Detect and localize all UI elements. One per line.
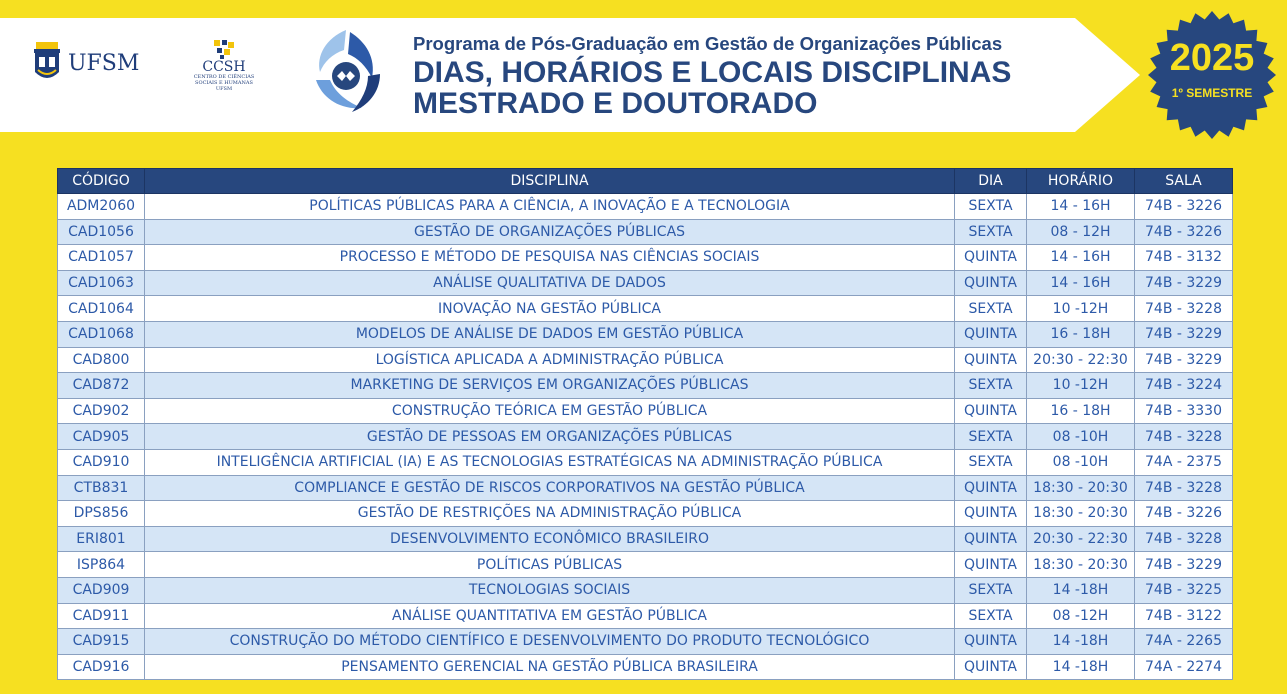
table-row [58, 501, 1233, 527]
ufsm-logo [32, 42, 139, 84]
table-row [58, 603, 1233, 629]
cell-room: 74B - 3229 [1135, 270, 1233, 296]
cell-time: 16 - 18H [1027, 321, 1135, 347]
cell-time: 14 - 16H [1027, 270, 1135, 296]
ccsh-sub3: UFSM [215, 86, 233, 92]
table-row [58, 219, 1233, 245]
table-row [58, 526, 1233, 552]
cell-room: 74B - 3122 [1135, 603, 1233, 629]
ppg-logo-icon [306, 28, 388, 114]
cell-day: QUINTA [955, 347, 1027, 373]
cell-code: CAD1063 [58, 270, 145, 296]
cell-day: QUINTA [955, 526, 1027, 552]
table-row [58, 424, 1233, 450]
ufsm-label: UFSM [68, 50, 140, 76]
table-row [58, 347, 1233, 373]
cell-discipline: CONSTRUÇÃO DO MÉTODO CIENTÍFICO E DESENVOLVIMENTO DO PRODUTO TECNOLÓGICO [145, 629, 955, 655]
cell-time: 10 -12H [1027, 296, 1135, 322]
cell-discipline: GESTÃO DE PESSOAS EM ORGANIZAÇÕES PÚBLICAS [145, 424, 955, 450]
cell-discipline: COMPLIANCE E GESTÃO DE RISCOS CORPORATIVOS NA GESTÃO PÚBLICA [145, 475, 955, 501]
cell-discipline: POLÍTICAS PÚBLICAS [145, 552, 955, 578]
cell-day: QUINTA [955, 270, 1027, 296]
cell-discipline: PENSAMENTO GERENCIAL NA GESTÃO PÚBLICA BRASILEIRA [145, 654, 955, 680]
cell-discipline: ANÁLISE QUALITATIVA DE DADOS [145, 270, 955, 296]
cell-time: 14 -18H [1027, 577, 1135, 603]
cell-room: 74B - 3132 [1135, 245, 1233, 271]
cell-room: 74A - 2274 [1135, 654, 1233, 680]
cell-discipline: GESTÃO DE RESTRIÇÕES NA ADMINISTRAÇÃO PÚBLICA [145, 501, 955, 527]
col-header-day: DIA [955, 169, 1027, 194]
cell-time: 14 - 16H [1027, 194, 1135, 220]
cell-room: 74B - 3226 [1135, 501, 1233, 527]
cell-discipline: LOGÍSTICA APLICADA A ADMINISTRAÇÃO PÚBLICA [145, 347, 955, 373]
cell-day: SEXTA [955, 449, 1027, 475]
cell-room: 74B - 3228 [1135, 424, 1233, 450]
cell-day: SEXTA [955, 577, 1027, 603]
table-row [58, 552, 1233, 578]
table-row [58, 296, 1233, 322]
cell-code: CAD1056 [58, 219, 145, 245]
header-titles [413, 33, 1011, 119]
table-row [58, 270, 1233, 296]
cell-code: CTB831 [58, 475, 145, 501]
cell-day: QUINTA [955, 398, 1027, 424]
cell-day: SEXTA [955, 194, 1027, 220]
cell-room: 74B - 3228 [1135, 475, 1233, 501]
cell-discipline: PROCESSO E MÉTODO DE PESQUISA NAS CIÊNCIAS SOCIAIS [145, 245, 955, 271]
table-row [58, 373, 1233, 399]
cell-discipline: ANÁLISE QUANTITATIVA EM GESTÃO PÚBLICA [145, 603, 955, 629]
cell-discipline: MODELOS DE ANÁLISE DE DADOS EM GESTÃO PÚBLICA [145, 321, 955, 347]
cell-time: 08 -10H [1027, 449, 1135, 475]
page-title-line1: DIAS, HORÁRIOS E LOCAIS DISCIPLINAS [413, 56, 1012, 89]
cell-time: 18:30 - 20:30 [1027, 552, 1135, 578]
cell-day: QUINTA [955, 475, 1027, 501]
cell-room: 74B - 3226 [1135, 219, 1233, 245]
ufsm-crest-icon [32, 42, 62, 84]
ccsh-logo [186, 38, 262, 92]
cell-day: SEXTA [955, 296, 1027, 322]
cell-discipline: GESTÃO DE ORGANIZAÇÕES PÚBLICAS [145, 219, 955, 245]
table-row [58, 577, 1233, 603]
cell-code: CAD902 [58, 398, 145, 424]
cell-day: SEXTA [955, 373, 1027, 399]
cell-discipline: DESENVOLVIMENTO ECONÔMICO BRASILEIRO [145, 526, 955, 552]
program-name: Programa de Pós-Graduação em Gestão de Organizações Públicas [413, 33, 1003, 54]
table-header-row [58, 169, 1233, 194]
table-row [58, 398, 1233, 424]
cell-code: CAD909 [58, 577, 145, 603]
cell-code: CAD915 [58, 629, 145, 655]
table-row [58, 194, 1233, 220]
table-row [58, 321, 1233, 347]
cell-room: 74B - 3229 [1135, 347, 1233, 373]
cell-discipline: TECNOLOGIAS SOCIAIS [145, 577, 955, 603]
cell-time: 18:30 - 20:30 [1027, 475, 1135, 501]
cell-day: QUINTA [955, 501, 1027, 527]
cell-code: CAD1068 [58, 321, 145, 347]
cell-room: 74B - 3228 [1135, 296, 1233, 322]
col-header-code: CÓDIGO [58, 169, 145, 194]
table-row [58, 629, 1233, 655]
ccsh-label: CCSH [202, 59, 246, 75]
cell-day: SEXTA [955, 424, 1027, 450]
table-row [58, 245, 1233, 271]
cell-code: ADM2060 [58, 194, 145, 220]
cell-room: 74B - 3226 [1135, 194, 1233, 220]
cell-code: DPS856 [58, 501, 145, 527]
ccsh-sub2: SOCIAIS E HUMANAS [195, 80, 253, 86]
cell-room: 74B - 3229 [1135, 552, 1233, 578]
cell-room: 74A - 2265 [1135, 629, 1233, 655]
cell-room: 74B - 3330 [1135, 398, 1233, 424]
cell-code: CAD916 [58, 654, 145, 680]
cell-time: 08 -10H [1027, 424, 1135, 450]
cell-day: SEXTA [955, 219, 1027, 245]
cell-code: CAD872 [58, 373, 145, 399]
cell-time: 20:30 - 22:30 [1027, 347, 1135, 373]
cell-time: 18:30 - 20:30 [1027, 501, 1135, 527]
cell-time: 14 -18H [1027, 654, 1135, 680]
cell-room: 74B - 3228 [1135, 526, 1233, 552]
col-header-time: HORÁRIO [1027, 169, 1135, 194]
cell-time: 08 - 12H [1027, 219, 1135, 245]
cell-discipline: CONSTRUÇÃO TEÓRICA EM GESTÃO PÚBLICA [145, 398, 955, 424]
cell-day: QUINTA [955, 321, 1027, 347]
cell-time: 16 - 18H [1027, 398, 1135, 424]
table-row [58, 449, 1233, 475]
cell-time: 14 - 16H [1027, 245, 1135, 271]
ccsh-mark-icon [211, 38, 237, 60]
cell-time: 10 -12H [1027, 373, 1135, 399]
year-label: 2025 [1169, 37, 1255, 79]
table-row [58, 475, 1233, 501]
cell-room: 74B - 3224 [1135, 373, 1233, 399]
cell-code: CAD1057 [58, 245, 145, 271]
col-header-discipline: DISCIPLINA [145, 169, 955, 194]
cell-discipline: POLÍTICAS PÚBLICAS PARA A CIÊNCIA, A INOVAÇÃO E A TECNOLOGIA [145, 194, 955, 220]
cell-room: 74B - 3229 [1135, 321, 1233, 347]
cell-code: CAD1064 [58, 296, 145, 322]
cell-time: 20:30 - 22:30 [1027, 526, 1135, 552]
cell-time: 14 -18H [1027, 629, 1135, 655]
cell-discipline: INOVAÇÃO NA GESTÃO PÚBLICA [145, 296, 955, 322]
cell-discipline: MARKETING DE SERVIÇOS EM ORGANIZAÇÕES PÚBLICAS [145, 373, 955, 399]
cell-day: QUINTA [955, 552, 1027, 578]
cell-day: QUINTA [955, 245, 1027, 271]
cell-code: CAD905 [58, 424, 145, 450]
table-row [58, 654, 1233, 680]
ccsh-sub1: CENTRO DE CIÊNCIAS [193, 74, 255, 80]
semester-label: 1º SEMESTRE [1171, 86, 1253, 100]
cell-day: QUINTA [955, 654, 1027, 680]
cell-time: 08 -12H [1027, 603, 1135, 629]
cell-code: CAD800 [58, 347, 145, 373]
cell-discipline: INTELIGÊNCIA ARTIFICIAL (IA) E AS TECNOLOGIAS ESTRATÉGICAS NA ADMINISTRAÇÃO PÚBLICA [145, 449, 955, 475]
cell-code: ISP864 [58, 552, 145, 578]
schedule-table [57, 168, 1233, 680]
cell-code: CAD910 [58, 449, 145, 475]
cell-code: ERI801 [58, 526, 145, 552]
cell-room: 74A - 2375 [1135, 449, 1233, 475]
cell-code: CAD911 [58, 603, 145, 629]
cell-room: 74B - 3225 [1135, 577, 1233, 603]
page-title-line2: MESTRADO E DOUTORADO [413, 87, 818, 120]
cell-day: SEXTA [955, 603, 1027, 629]
cell-day: QUINTA [955, 629, 1027, 655]
col-header-room: SALA [1135, 169, 1233, 194]
